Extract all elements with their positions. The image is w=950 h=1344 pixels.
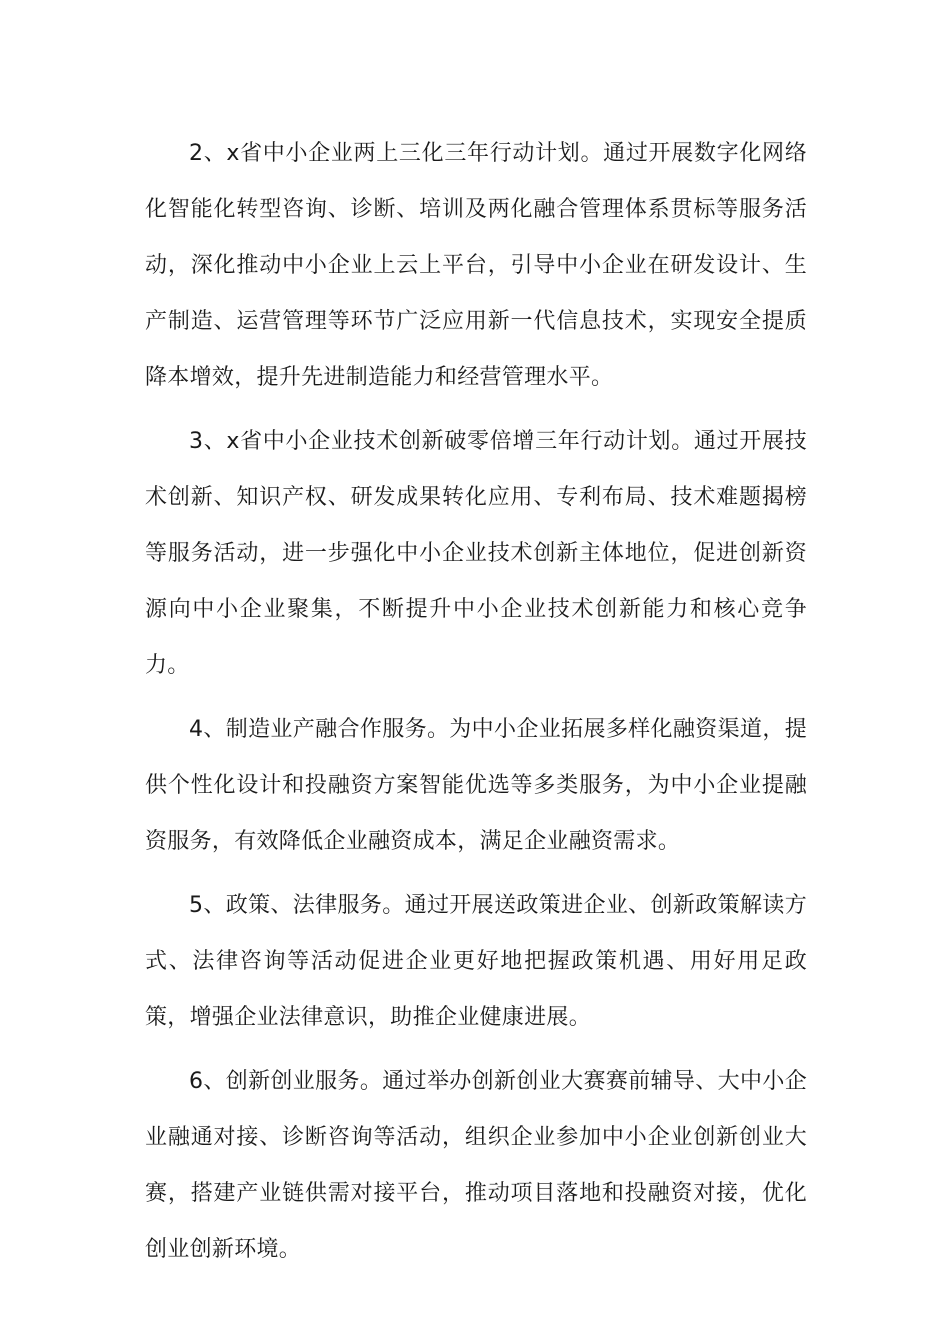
document-body (145, 126, 807, 1286)
paragraph-item-3: 3、x省中小企业技术创新破零倍增三年行动计划。通过开展技术创新、知识产权、研发成果转化应用、专利布局、技术难题揭榜等服务活动，进一步强化中小企业技术创新主体地位，促进创新资源向中小企业聚集，不断提升中小企业技术创新能力和核心竞争力。 (145, 429, 807, 678)
paragraph-item-2: 2、x省中小企业两上三化三年行动计划。通过开展数字化网络化智能化转型咨询、诊断、培训及两化融合管理体系贯标等服务活动，深化推动中小企业上云上平台，引导中小企业在研发设计、生产制造、运营管理等环节广泛应用新一代信息技术，实现安全提质降本增效，提升先进制造能力和经营管理水平。 (145, 141, 807, 390)
paragraph-item-6: 6、创新创业服务。通过举办创新创业大赛赛前辅导、大中小企业融通对接、诊断咨询等活动，组织企业参加中小企业创新创业大赛，搭建产业链供需对接平台，推动项目落地和投融资对接，优化创业创新环境。 (145, 1069, 807, 1262)
paragraph-item-4: 4、制造业产融合作服务。为中小企业拓展多样化融资渠道，提供个性化设计和投融资方案智能优选等多类服务，为中小企业提融资服务，有效降低企业融资成本，满足企业融资需求。 (145, 717, 807, 854)
paragraph-item-5: 5、政策、法律服务。通过开展送政策进企业、创新政策解读方式、法律咨询等活动促进企业更好地把握政策机遇、用好用足政策，增强企业法律意识，助推企业健康进展。 (145, 893, 807, 1030)
